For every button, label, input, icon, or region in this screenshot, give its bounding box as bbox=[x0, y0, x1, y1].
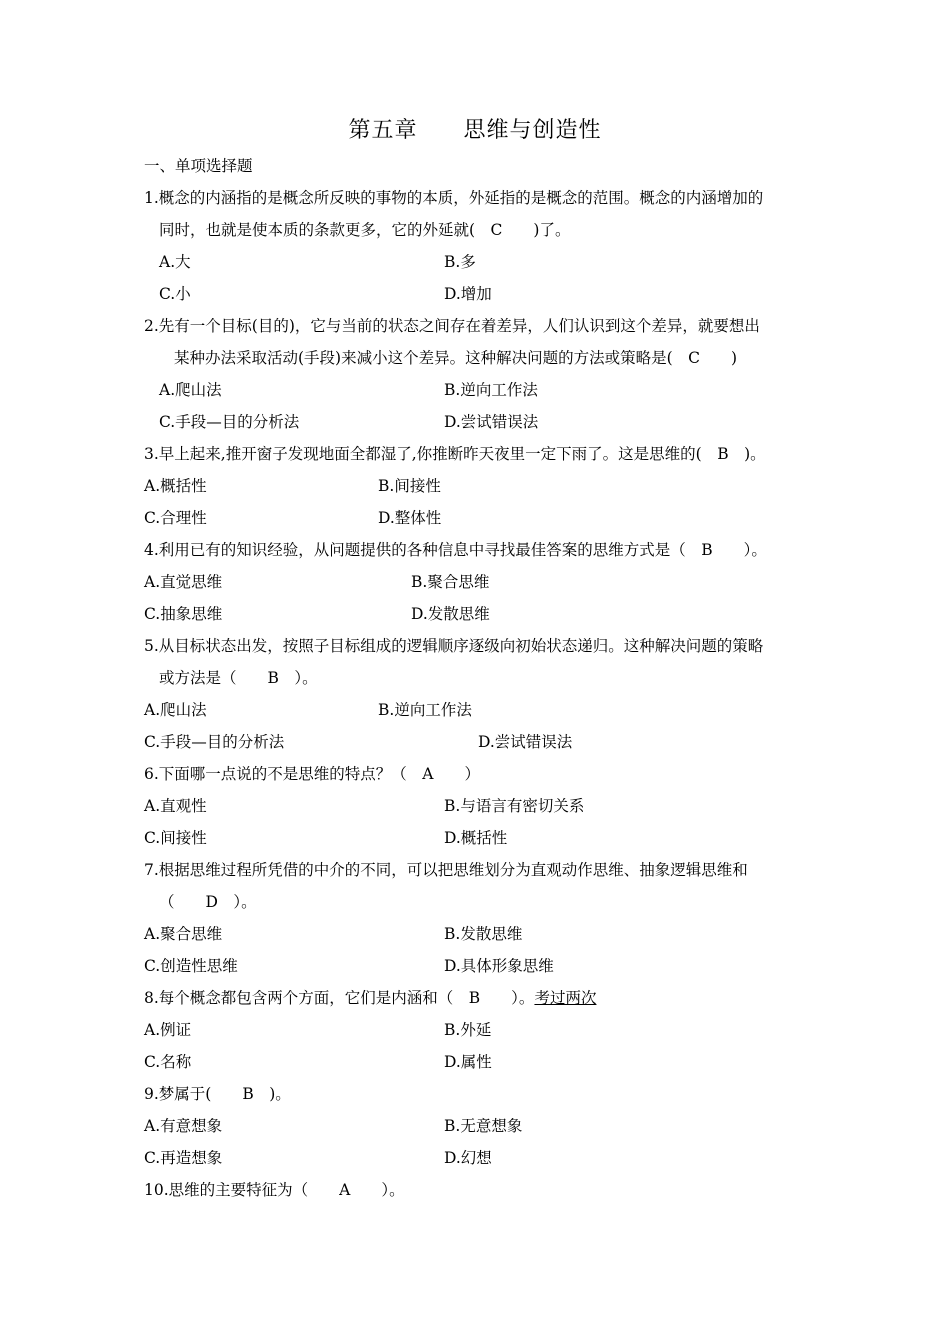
q2-option-a: A.爬山法 bbox=[159, 381, 222, 399]
q2-option-b: B.逆向工作法 bbox=[444, 381, 538, 399]
question-4-text: 4.利用已有的知识经验，从问题提供的各种信息中寻找最佳答案的思维方式是（ B ）。 bbox=[144, 541, 767, 559]
q5-option-c: C.手段—目的分析法 bbox=[144, 733, 285, 751]
q1-option-a: A.大 bbox=[159, 253, 191, 271]
q6-option-a: A.直观性 bbox=[144, 797, 207, 815]
question-1-text-cont: 同时，也就是使本质的条款更多，它的外延就( C )了。 bbox=[159, 221, 571, 239]
q9-option-b: B.无意想象 bbox=[444, 1117, 523, 1135]
q7-option-b: B.发散思维 bbox=[444, 925, 523, 943]
q8-option-d: D.属性 bbox=[444, 1053, 492, 1071]
q5-option-a: A.爬山法 bbox=[144, 701, 207, 719]
q2-option-c: C.手段—目的分析法 bbox=[159, 413, 300, 431]
q1-option-b: B.多 bbox=[444, 253, 476, 271]
q8-option-b: B.外延 bbox=[444, 1021, 492, 1039]
q1-option-d: D.增加 bbox=[444, 285, 492, 303]
q9-option-a: A.有意想象 bbox=[144, 1117, 223, 1135]
q6-option-c: C.间接性 bbox=[144, 829, 207, 847]
q4-option-a: A.直觉思维 bbox=[144, 573, 223, 591]
q4-option-d: D.发散思维 bbox=[411, 605, 490, 623]
q3-option-d: D.整体性 bbox=[378, 509, 442, 527]
question-8-stem: 8.每个概念都包含两个方面，它们是内涵和（ B ）。 bbox=[144, 989, 535, 1007]
q3-option-b: B.间接性 bbox=[378, 477, 441, 495]
question-7-text-cont: （ D ）。 bbox=[159, 893, 257, 911]
q1-option-c: C.小 bbox=[159, 285, 191, 303]
question-8-text bbox=[144, 988, 596, 1008]
q2-option-d: D.尝试错误法 bbox=[444, 413, 539, 431]
q9-option-c: C.再造想象 bbox=[144, 1149, 223, 1167]
q5-option-d: D.尝试错误法 bbox=[478, 733, 573, 751]
q3-option-c: C.合理性 bbox=[144, 509, 207, 527]
chapter-title: 第五章 思维与创造性 bbox=[348, 118, 602, 143]
q4-option-b: B.聚合思维 bbox=[411, 573, 490, 591]
q6-option-b: B.与语言有密切关系 bbox=[444, 797, 585, 815]
q5-option-b: B.逆向工作法 bbox=[378, 701, 472, 719]
question-7-text: 7.根据思维过程所凭借的中介的不同，可以把思维划分为直观动作思维、抽象逻辑思维和 bbox=[144, 861, 748, 879]
question-2-text: 2.先有一个目标(目的)，它与当前的状态之间存在着差异，人们认识到这个差异，就要想出 bbox=[144, 317, 760, 335]
question-5-text-cont: 或方法是（ B ）。 bbox=[159, 669, 318, 687]
question-3-text: 3.早上起来,推开窗子发现地面全都湿了,你推断昨天夜里一定下雨了。这是思维的( B )。 bbox=[144, 445, 766, 463]
q3-option-a: A.概括性 bbox=[144, 477, 207, 495]
section-heading: 一、单项选择题 bbox=[144, 157, 253, 175]
q4-option-c: C.抽象思维 bbox=[144, 605, 223, 623]
question-8-note: 考过两次 bbox=[534, 989, 597, 1007]
q7-option-d: D.具体形象思维 bbox=[444, 957, 554, 975]
question-2-text-cont: 某种办法采取活动(手段)来减小这个差异。这种解决问题的方法或策略是( C ) bbox=[174, 349, 738, 367]
q8-option-c: C.名称 bbox=[144, 1053, 192, 1071]
question-9-text: 9.梦属于( B )。 bbox=[144, 1085, 291, 1103]
question-1-text: 1.概念的内涵指的是概念所反映的事物的本质，外延指的是概念的范围。概念的内涵增加的 bbox=[144, 189, 764, 207]
question-10-text: 10.思维的主要特征为（ A ）。 bbox=[144, 1181, 405, 1199]
q9-option-d: D.幻想 bbox=[444, 1149, 492, 1167]
q7-option-a: A.聚合思维 bbox=[144, 925, 223, 943]
q7-option-c: C.创造性思维 bbox=[144, 957, 238, 975]
q6-option-d: D.概括性 bbox=[444, 829, 508, 847]
question-5-text: 5.从目标状态出发，按照子目标组成的逻辑顺序逐级向初始状态递归。这种解决问题的策略 bbox=[144, 637, 764, 655]
q8-option-a: A.例证 bbox=[144, 1021, 192, 1039]
question-6-text: 6.下面哪一点说的不是思维的特点？（ A ） bbox=[144, 765, 480, 783]
